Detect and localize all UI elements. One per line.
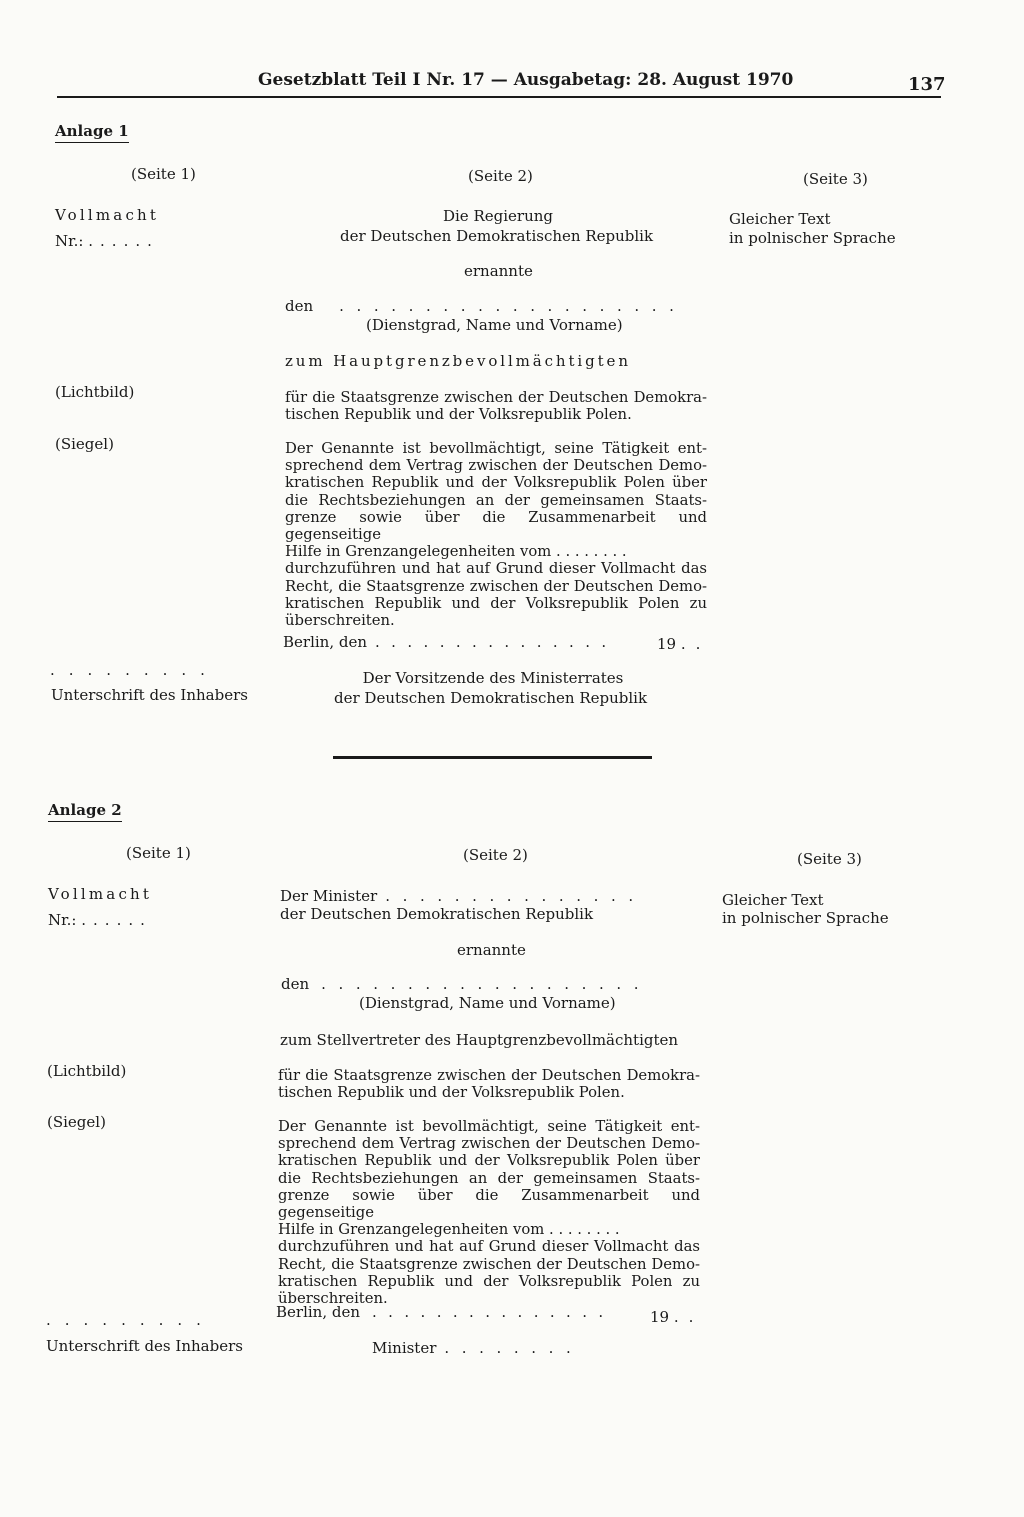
page-header-title: Gesetzblatt Teil I Nr. 17 — Ausgabetag: 28. August 1970 bbox=[258, 70, 794, 90]
page-number: 137 bbox=[908, 74, 946, 95]
anlage-1-label: Anlage 1 bbox=[55, 123, 129, 140]
a2-signature-dots: ......... bbox=[46, 1311, 215, 1329]
a2-body-paragraph: Der Genannte ist bevollmächtigt, seine Tätigkeit ent- sprechend dem Vertrag zwischen der Deutschen Demo- kratischen Republik und der Volksrepublik Polen über die Rechtsbeziehungen an der gemeinsamen Staats- grenze sowie über die Zusammenarbeit und gegenseitige Hilfe in Grenzangelegenheiten vom . . . . . . . . durchzuführen und hat auf Grund dieser Vollmacht das Recht, die Staatsgrenze zwischen der Deutschen Demo- kratischen Republik und der Volksrepublik Polen zu überschreiten. bbox=[278, 1118, 700, 1308]
a2-minister: Minister ........ bbox=[372, 1339, 584, 1357]
a2-fuer-paragraph: für die Staatsgrenze zwischen der Deutschen Demokra- tischen Republik und der Volksrepublik Polen. bbox=[278, 1067, 700, 1102]
a1-name-hint: (Dienstgrad, Name und Vorname) bbox=[366, 316, 623, 334]
a2-name-hint: (Dienstgrad, Name und Vorname) bbox=[359, 994, 616, 1012]
a1-seite-3: (Seite 3) bbox=[803, 170, 868, 188]
a2-siegel: (Siegel) bbox=[47, 1113, 106, 1131]
a1-lichtbild: (Lichtbild) bbox=[55, 383, 135, 401]
anlage-2-label: Anlage 2 bbox=[48, 802, 122, 819]
a1-signer-line1: Der Vorsitzende des Ministerrates bbox=[362, 669, 624, 687]
a2-seite-1: (Seite 1) bbox=[126, 844, 191, 862]
a1-unterschrift: Unterschrift des Inhabers bbox=[51, 686, 248, 704]
a1-vollmacht: Vollmacht bbox=[55, 206, 160, 224]
a1-ernannte: ernannte bbox=[464, 262, 533, 280]
a1-siegel: (Siegel) bbox=[55, 435, 114, 453]
a2-year: 19 .. bbox=[650, 1308, 704, 1326]
a2-col3-line1: Gleicher Text bbox=[722, 891, 824, 909]
a1-col3-line2: in polnischer Sprache bbox=[729, 229, 896, 247]
a2-zum: zum Stellvertreter des Hauptgrenzbevollmächtigten bbox=[280, 1031, 679, 1049]
a1-issuer-line2: der Deutschen Demokratischen Republik bbox=[340, 227, 654, 245]
section-separator bbox=[333, 756, 652, 759]
a2-seite-2: (Seite 2) bbox=[463, 846, 528, 864]
a2-lichtbild: (Lichtbild) bbox=[47, 1062, 127, 1080]
a1-col3-line1: Gleicher Text bbox=[729, 210, 831, 228]
a2-berlin: Berlin, den ............... bbox=[276, 1303, 615, 1321]
a1-body-paragraph: Der Genannte ist bevollmächtigt, seine Tätigkeit ent- sprechend dem Vertrag zwischen der Deutschen Demo- kratischen Republik und der Volksrepublik Polen über die Rechtsbeziehungen an der gemeinsamen Staats- grenze sowie über die Zusammenarbeit und gegenseitige Hilfe in Grenzangelegenheiten vom . . . . . . . . durchzuführen und hat auf Grund dieser Vollmacht das Recht, die Staatsgrenze zwischen der Deutschen Demo- kratischen Republik und der Volksrepublik Polen zu überschreiten. bbox=[285, 440, 707, 630]
a1-den: den .................... bbox=[285, 297, 687, 315]
a1-year: 19 .. bbox=[657, 635, 711, 653]
a2-nr: Nr.: ...... bbox=[48, 911, 152, 929]
a2-issuer-line2: der Deutschen Demokratischen Republik bbox=[280, 905, 594, 923]
a1-signer-line2: der Deutschen Demokratischen Republik bbox=[334, 689, 648, 707]
a1-zum: zum Hauptgrenzbevollmächtigten bbox=[285, 352, 631, 370]
a2-col3-line2: in polnischer Sprache bbox=[722, 909, 889, 927]
a1-berlin: Berlin, den ............... bbox=[283, 633, 618, 651]
a1-seite-2: (Seite 2) bbox=[468, 167, 533, 185]
header-rule bbox=[57, 96, 941, 98]
a2-vollmacht: Vollmacht bbox=[48, 885, 153, 903]
a1-issuer-line1: Die Regierung bbox=[442, 207, 553, 225]
a1-fuer-paragraph: für die Staatsgrenze zwischen der Deutschen Demokra- tischen Republik und der Volksrepublik Polen. bbox=[285, 389, 707, 424]
a2-seite-3: (Seite 3) bbox=[797, 850, 862, 868]
a1-seite-1: (Seite 1) bbox=[131, 165, 196, 183]
a1-nr: Nr.: ...... bbox=[55, 232, 159, 250]
a2-unterschrift: Unterschrift des Inhabers bbox=[46, 1337, 243, 1355]
a2-issuer-line1: Der Minister ............... bbox=[280, 887, 646, 905]
a2-ernannte: ernannte bbox=[457, 941, 526, 959]
a2-den: den ................... bbox=[281, 975, 652, 993]
a1-signature-dots: ......... bbox=[50, 661, 219, 679]
